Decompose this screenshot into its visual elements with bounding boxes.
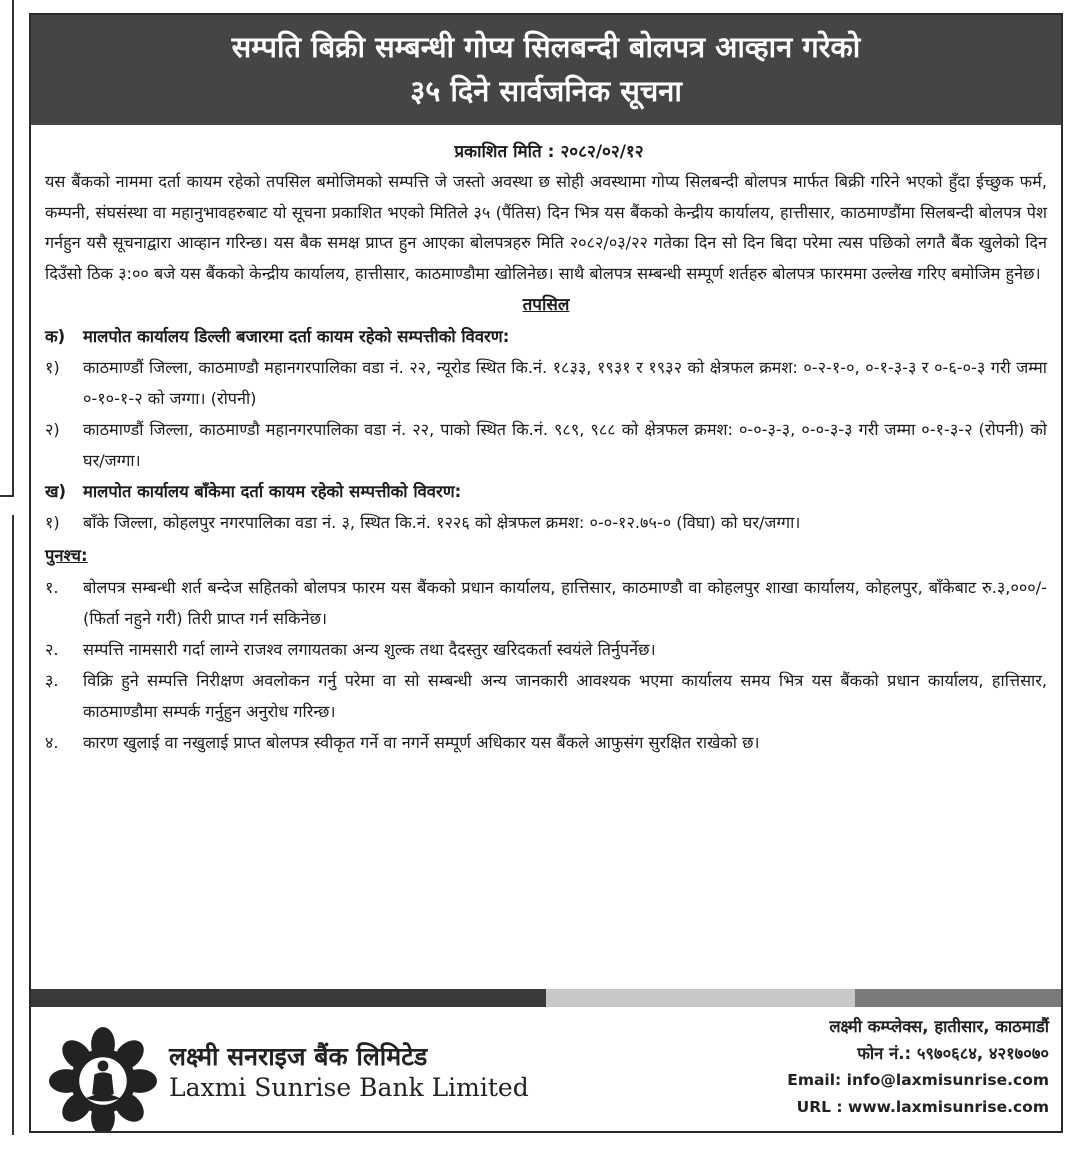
email-address: Email: info@laxmisunrise.com <box>787 1071 1049 1089</box>
section-b-label: ख) <box>45 482 67 501</box>
schedule-heading: तपसिल <box>522 295 570 315</box>
footer-stripe-bar <box>31 989 1061 1007</box>
list-item <box>45 414 1047 476</box>
section-b-heading <box>45 476 1047 507</box>
list-item <box>45 352 1047 414</box>
website-url: URL : www.laxmisunrise.com <box>796 1098 1049 1116</box>
section-a-heading <box>45 321 1047 352</box>
published-label: प्रकाशित मिति : <box>454 142 555 162</box>
notes-title: पुनश्च: <box>45 546 88 565</box>
note-number: १. <box>45 578 59 597</box>
notice-footer <box>31 1007 1061 1133</box>
list-item <box>45 507 1047 538</box>
stripe-mid <box>855 989 1061 1007</box>
note-text: सम्पत्ति नामसारी गर्दा लाग्ने राजश्व लगायतका अन्य शुल्क तथा दैदस्तुर खरिदकर्ता स्वयंले तिर्नुपर्नेछ। <box>83 640 656 659</box>
published-date: २०८२/०२/१२ <box>560 142 644 162</box>
note-number: ३. <box>45 671 59 690</box>
intro-paragraph: यस बैंकको नाममा दर्ता कायम रहेको तपसिल बमोजिमको सम्पत्ति जे जस्तो अवस्था छ सोही अवस्थामा गोप्य सिलबन्दी बोलपत्र मार्फत बिक्री गरिने भएको हुँदा ईच्छुक फर्म, कम्पनी, संघसंस्था वा महानुभावहरुबाट यो सूचना प्रकाशित भएको मितिले ३५ (पैंतिस) दिन भित्र यस बैंकको केन्द्रीय कार्यालय, हात्तीसार, काठमाण्डौंमा सिलबन्दी बोलपत्र पेश गर्नहुन यसै सूचनाद्वारा आव्हान गरिन्छ। यस बैक समक्ष प्राप्त हुन आएका बोलपत्रहरु मिति २०८२/०३/२२ गतेका दिन सो दिन बिदा परेमा त्यस पछिको लगतै बैंक खुलेको दिन दिउँसो ठिक ३:०० बजे यस बैंकको केन्द्रीय कार्यालय, हात्तीसार, काठमाण्डौमा खोलिनेछ। साथै बोलपत्र सम्बन्धी सम्पूर्ण शर्तहरु बोलपत्र फारममा उल्लेख गरिए बमोजिम हुनेछ। <box>45 172 1047 283</box>
stripe-dark <box>31 989 546 1007</box>
notice-header <box>31 15 1061 125</box>
address: लक्ष्मी कम्प्लेक्स, हातीसार, काठमाडौं <box>829 1017 1049 1036</box>
note-item <box>45 665 1047 727</box>
note-item <box>45 727 1047 758</box>
section-a-title: मालपोत कार्यालय डिल्ली बजारमा दर्ता कायम रहेको सम्पत्तीको विवरण: <box>83 327 510 346</box>
crop-line-lower <box>0 515 14 1135</box>
phone-number: फोन नं.: ५९७०६८४, ४२१७०७० <box>857 1044 1049 1063</box>
item-number: २) <box>45 420 60 439</box>
lotus-lakshmi-logo-icon <box>49 1027 157 1133</box>
item-number: १) <box>45 513 60 532</box>
contact-block <box>787 1013 1049 1121</box>
notice-body <box>31 125 1061 758</box>
item-number: १) <box>45 358 60 377</box>
section-b-title: मालपोत कार्यालय बाँकेमा दर्ता कायम रहेको सम्पत्तीको विवरण: <box>83 482 462 501</box>
item-text: बाँके जिल्ला, कोहलपुर नगरपालिका वडा नं. ३, स्थित कि.नं. १२२६ को क्षेत्रफल क्रमश: ०-०-१२.७५-० (विघा) को घर/जग्गा। <box>83 513 801 532</box>
note-item <box>45 634 1047 665</box>
notice-title-line2: ३५ दिने सार्वजनिक सूचना <box>410 74 682 108</box>
bank-name-nepali: लक्ष्मी सनराइज बैंक लिमिटेड <box>169 1042 428 1071</box>
note-text: कारण खुलाई वा नखुलाई प्राप्त बोलपत्र स्वीकृत गर्ने वा नगर्ने सम्पूर्ण अधिकार यस बैंकले आफुसंग सुरक्षित राखेको छ। <box>83 733 760 752</box>
note-number: २. <box>45 640 59 659</box>
note-text: विक्रि हुने सम्पत्ति निरीक्षण अवलोकन गर्नु परेमा वा सो सम्बन्धी अन्य जानकारी आवश्यक भएमा कार्यालय समय भित्र यस बैंकको प्रधान कार्यालय, हात्तिसार, काठमाण्डौमा सम्पर्क गर्नुहुन अनुरोध गरिन्छ। <box>83 671 1047 721</box>
item-text: काठमाण्डौं जिल्ला, काठमाण्डौ महानगरपालिका वडा नं. २२, पाको स्थित कि.नं. ९८९, ९८८ को क्षेत्रफल क्रमश: ०-०-३-३, ०-०-३-३ गरी जम्मा ०-१-३-२ (रोपनी) को घर/जग्गा। <box>83 420 1047 470</box>
crop-line-upper <box>0 0 14 497</box>
section-a-label: क) <box>45 327 66 346</box>
stripe-light <box>546 989 855 1007</box>
note-text: बोलपत्र सम्बन्धी शर्त बन्देज सहितको बोलपत्र फारम यस बैंकको प्रधान कार्यालय, हात्तिसार, काठमाण्डौ वा कोहलपुर शाखा कार्यालय, कोहलपुर, बाँकेबाट रु.३,०००/- (फिर्ता नहुने गरी) तिरी प्राप्त गर्न सकिनेछ। <box>83 578 1047 628</box>
bank-name-english: Laxmi Sunrise Bank Limited <box>169 1073 529 1102</box>
note-number: ४. <box>45 733 59 752</box>
notice-title-line1: सम्पति बिक्री सम्बन्धी गोप्य सिलबन्दी बोलपत्र आव्हान गरेको <box>231 30 861 64</box>
note-item <box>45 572 1047 634</box>
notice-frame <box>29 13 1063 1133</box>
published-date-line <box>45 137 1047 167</box>
item-text: काठमाण्डौं जिल्ला, काठमाण्डौ महानगरपालिका वडा नं. २२, न्यूरोड स्थित कि.नं. १८३३, १९३१ र १९३२ को क्षेत्रफल क्रमश: ०-२-१-०, ०-१-३-३ र ०-६-०-३ गरी जम्मा ०-१०-१-२ को जग्गा। (रोपनी) <box>83 358 1047 408</box>
